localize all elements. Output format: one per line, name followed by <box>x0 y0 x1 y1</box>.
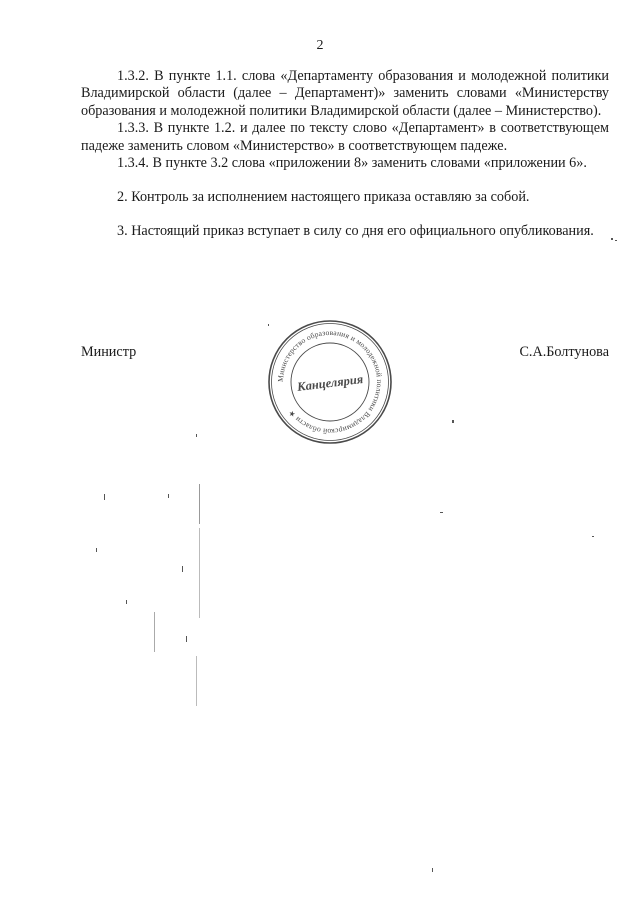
scan-speck <box>615 240 617 241</box>
scan-speck <box>199 528 200 618</box>
scan-speck <box>96 548 97 552</box>
stamp-ring-text: Министерство образования и молодежной политики Владимирской области ★ <box>275 327 385 437</box>
scan-speck <box>199 484 200 524</box>
paragraph-1-3-2: 1.3.2. В пункте 1.1. слова «Департаменту образования и молодежной политики Владимирской области (далее – Департамент)» заменить словами «Министерству образования и молодежной политики Владимирской области (далее – Министерство). <box>81 68 609 119</box>
paragraph-3: 3. Настоящий приказ вступает в силу со дня его официального опубликования. <box>117 222 594 239</box>
scan-speck <box>126 600 127 604</box>
scan-speck <box>440 512 443 513</box>
scan-speck <box>432 868 433 872</box>
signatory-name: С.А.Болтунова <box>519 344 609 360</box>
paragraph-1-3-4: 1.3.4. В пункте 3.2 слова «приложении 8» заменить словами «приложении 6». <box>117 155 587 172</box>
scan-speck <box>268 324 269 326</box>
paragraph-1-3-3: 1.3.3. В пункте 1.2. и далее по тексту слово «Департамент» в соответствующем падеже заменить словом «Министерство» в соответствующем падеже. <box>81 120 609 154</box>
scan-speck <box>452 420 454 423</box>
scan-speck <box>168 494 169 498</box>
document-body <box>81 68 609 240</box>
scan-speck <box>196 434 197 437</box>
office-stamp <box>266 318 394 446</box>
scan-speck <box>182 566 183 572</box>
paragraph-2: 2. Контроль за исполнением настоящего приказа оставляю за собой. <box>117 189 530 206</box>
scan-speck <box>154 612 155 652</box>
signatory-position: Министр <box>81 344 137 360</box>
scan-speck <box>592 536 594 537</box>
scan-speck <box>186 636 187 642</box>
scan-speck <box>611 238 613 240</box>
stamp-center-text: Канцелярия <box>296 372 364 394</box>
scan-speck <box>104 494 105 500</box>
scan-speck <box>196 656 197 706</box>
page-number: 2 <box>316 38 324 53</box>
